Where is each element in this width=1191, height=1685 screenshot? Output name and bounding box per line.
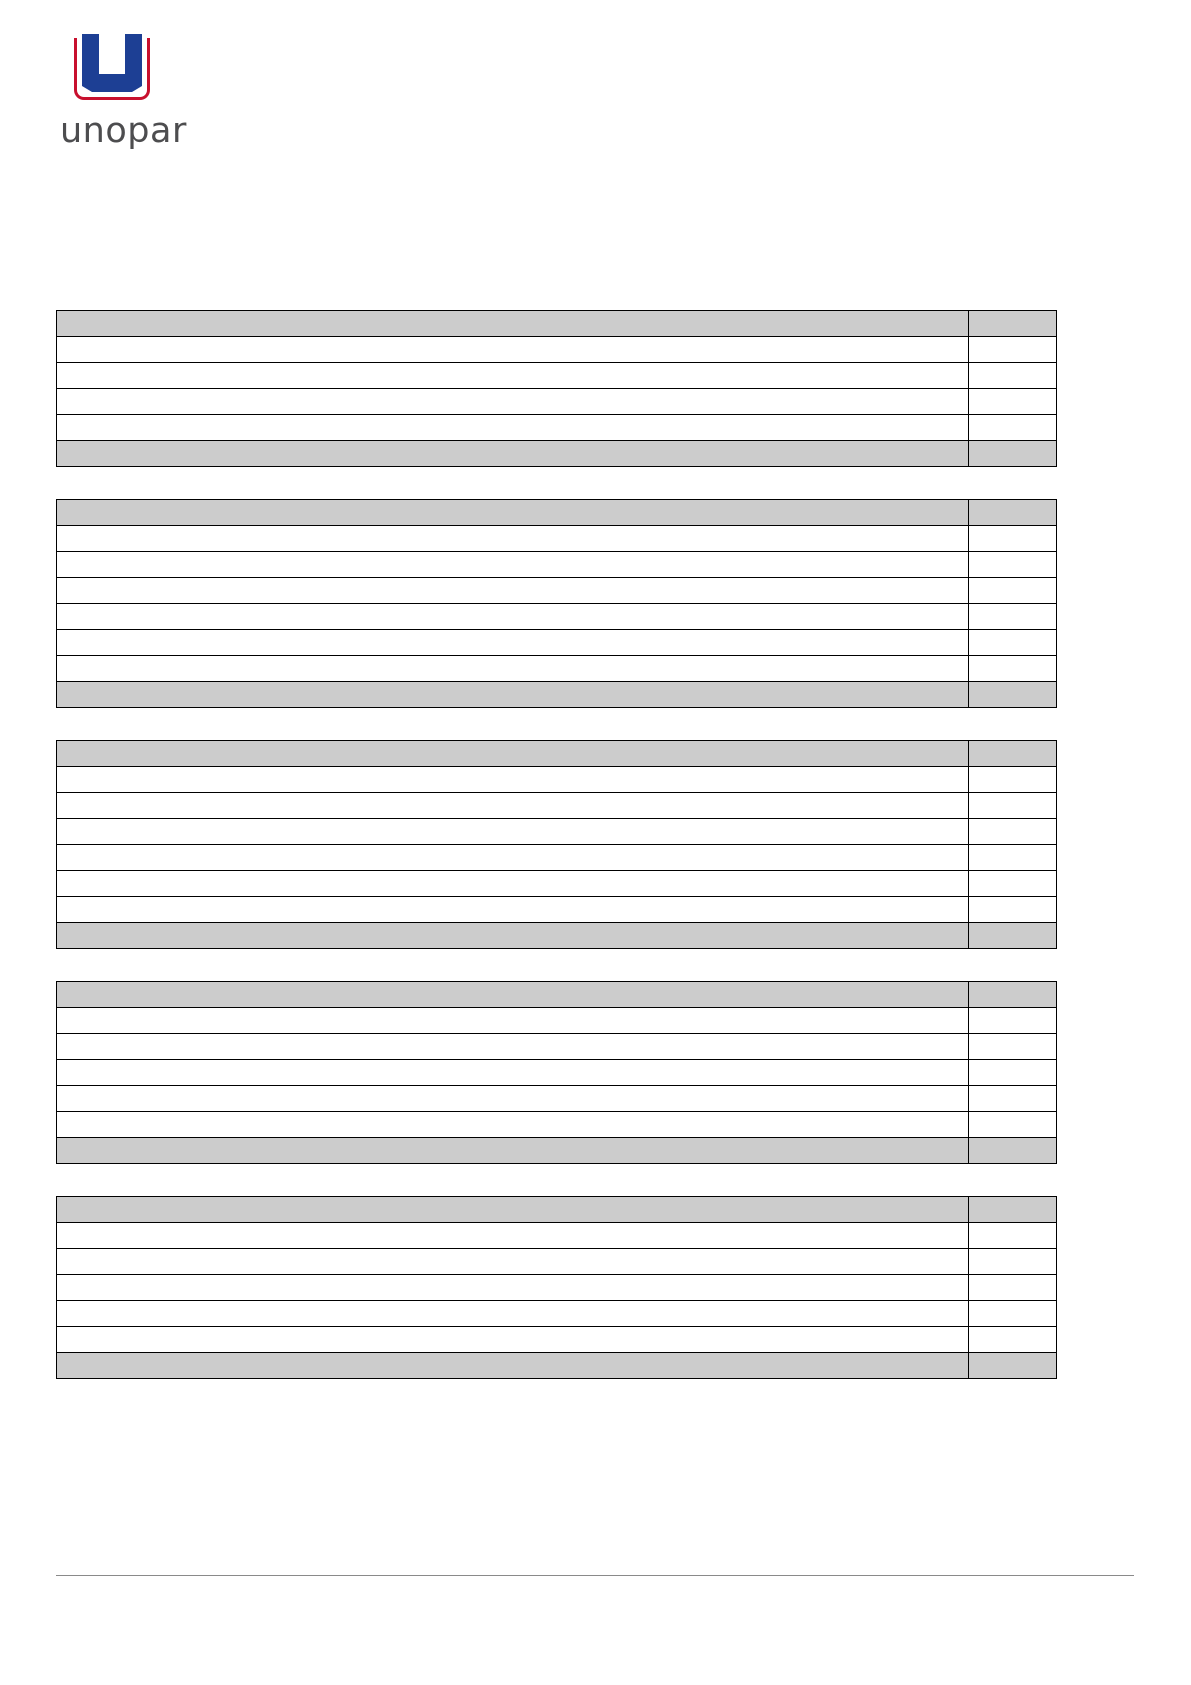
row-value-cell [969,604,1057,630]
row-value-cell [969,552,1057,578]
header-label-cell [57,500,969,526]
table-row [57,337,1057,363]
table-header-row [57,1197,1057,1223]
table-row [57,1275,1057,1301]
row-value-cell [969,630,1057,656]
table-row [57,389,1057,415]
row-value-cell [969,793,1057,819]
row-value-cell [969,1060,1057,1086]
row-label-cell [57,1112,969,1138]
table-row [57,1060,1057,1086]
total-value-cell [969,1353,1057,1379]
row-label-cell [57,363,969,389]
header-value-cell [969,311,1057,337]
table-row [57,819,1057,845]
row-label-cell [57,1327,969,1353]
row-label-cell [57,845,969,871]
table-row [57,1327,1057,1353]
row-label-cell [57,415,969,441]
table-row [57,897,1057,923]
table-row [57,552,1057,578]
table-2 [56,499,1057,708]
total-value-cell [969,1138,1057,1164]
total-value-cell [969,923,1057,949]
table-row [57,767,1057,793]
table-total-row [57,923,1057,949]
table-row [57,1034,1057,1060]
table-row [57,1112,1057,1138]
row-label-cell [57,1249,969,1275]
row-value-cell [969,656,1057,682]
total-label-cell [57,441,969,467]
footer-divider [56,1575,1134,1576]
table-row [57,1086,1057,1112]
row-label-cell [57,526,969,552]
row-label-cell [57,1008,969,1034]
row-label-cell [57,1223,969,1249]
header-label-cell [57,311,969,337]
table-row [57,526,1057,552]
total-label-cell [57,682,969,708]
row-value-cell [969,1249,1057,1275]
table-row [57,630,1057,656]
header-label-cell [57,982,969,1008]
row-label-cell [57,1275,969,1301]
row-label-cell [57,630,969,656]
row-value-cell [969,1301,1057,1327]
table-header-row [57,741,1057,767]
header-value-cell [969,982,1057,1008]
table-row [57,1008,1057,1034]
row-label-cell [57,897,969,923]
row-label-cell [57,1034,969,1060]
table-4 [56,981,1057,1164]
table-row [57,363,1057,389]
row-value-cell [969,337,1057,363]
table-1 [56,310,1057,467]
header-label-cell [57,741,969,767]
row-value-cell [969,526,1057,552]
row-value-cell [969,363,1057,389]
row-value-cell [969,767,1057,793]
total-label-cell [57,1353,969,1379]
brand-wordmark: unopar [60,111,187,151]
table-row [57,1249,1057,1275]
total-label-cell [57,1138,969,1164]
total-label-cell [57,923,969,949]
row-label-cell [57,578,969,604]
table-header-row [57,982,1057,1008]
table-total-row [57,441,1057,467]
row-value-cell [969,1223,1057,1249]
row-value-cell [969,845,1057,871]
header-value-cell [969,500,1057,526]
table-row [57,604,1057,630]
row-value-cell [969,1034,1057,1060]
table-row [57,1301,1057,1327]
table-row [57,845,1057,871]
row-value-cell [969,578,1057,604]
row-value-cell [969,1327,1057,1353]
table-row [57,578,1057,604]
table-header-row [57,311,1057,337]
row-value-cell [969,871,1057,897]
header-label-cell [57,1197,969,1223]
unopar-u-shield-icon [74,38,150,100]
table-row [57,793,1057,819]
row-label-cell [57,337,969,363]
table-total-row [57,1353,1057,1379]
row-label-cell [57,1060,969,1086]
table-header-row [57,500,1057,526]
row-value-cell [969,415,1057,441]
row-label-cell [57,767,969,793]
header-value-cell [969,741,1057,767]
row-label-cell [57,1301,969,1327]
row-value-cell [969,1086,1057,1112]
row-value-cell [969,1112,1057,1138]
table-row [57,1223,1057,1249]
table-3 [56,740,1057,949]
header-value-cell [969,1197,1057,1223]
row-label-cell [57,604,969,630]
row-value-cell [969,1275,1057,1301]
row-label-cell [57,871,969,897]
row-label-cell [57,656,969,682]
table-total-row [57,682,1057,708]
table-row [57,415,1057,441]
tables-container [56,310,1056,1379]
row-label-cell [57,819,969,845]
total-value-cell [969,682,1057,708]
row-label-cell [57,389,969,415]
row-value-cell [969,1008,1057,1034]
table-5 [56,1196,1057,1379]
row-label-cell [57,793,969,819]
row-value-cell [969,897,1057,923]
brand-logo [60,38,280,151]
row-label-cell [57,552,969,578]
row-label-cell [57,1086,969,1112]
table-row [57,656,1057,682]
total-value-cell [969,441,1057,467]
table-row [57,871,1057,897]
row-value-cell [969,389,1057,415]
row-value-cell [969,819,1057,845]
table-total-row [57,1138,1057,1164]
